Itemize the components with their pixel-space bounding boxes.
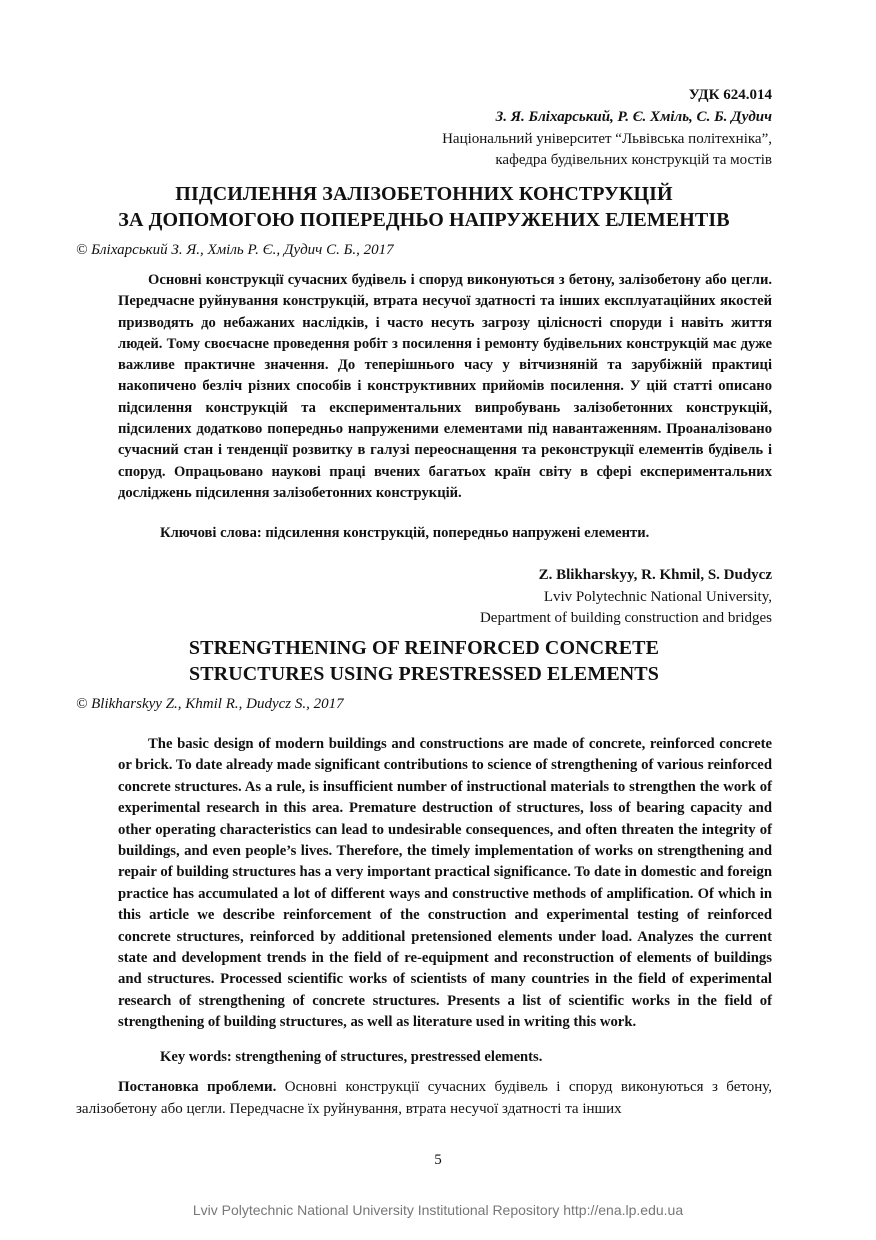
en-keywords: Key words: strengthening of structures, prestressed elements.: [160, 1049, 543, 1065]
ua-abstract: Основні конструкції сучасних будівель і споруд виконуються з бетону, залізобетону або цегли. Передчасне руйнування конструкцій, втрата несучої здатності та інших експлуатаційних якостей призводять до небажаних наслідків, і часто несуть загрозу цілісності споруди і навіть життя людей. Тому своєчасне проведення робіт з посилення і ремонту будівельних конструкцій має дуже важливе практичне значення. До теперішнього часу у вітчизняній та зарубіжній практиці накопичено безліч різних способів і конструктивних прийомів посилення. У цій статті описано підсилення конструкцій та експериментальних випробувань залізобетонних конструкцій, підсилених додатково попередньо напруженими елементами під навантаженням. Проаналізовано сучасний стан і тенденції розвитку в галузі переоснащення та реконструкції елементів будівель і споруд. Опрацьовано наукові праці вчених багатьох країн світу в сфері експериментальних досліджень підсилення залізобетонних конструкцій.: [118, 272, 772, 501]
section-paragraph: [76, 1076, 772, 1120]
section-heading: Постановка проблеми.: [118, 1079, 277, 1095]
en-authors: Z. Blikharskyy, R. Khmil, S. Dudycz: [538, 567, 772, 583]
ua-authors: З. Я. Бліхарський, Р. Є. Хміль, С. Б. Дудич: [495, 109, 772, 125]
en-abstract: The basic design of modern buildings and constructions are made of concrete, reinforced concrete or brick. To date already made significant contributions to science of strengthening of various reinforced concrete structures. As a rule, is insufficient number of instructional materials to strengthen the work of experimental research in this area. Premature destruction of structures, loss of bearing capacity and other operating characteristics can lead to undesirable consequences, and often threaten the integrity of buildings, and even people’s lives. Therefore, the timely implementation of works on strengthening and repair of building structures has a very important practical significance. To date in domestic and foreign practice has accumulated a lot of different ways and constructive methods of amplification. Of which in this article we describe reinforcement of the construction and experimental testing of reinforced concrete structures, reinforced by additional pretensioned elements under load. Analyzes the current state and development trends in the field of re-equipment and reconstruction of elements of buildings and structures. Processed scientific works of scientists of many countries in the field of experimental research of strengthening of concrete structures. Presents a list of scientific works in the field of strengthening of building structures, as well as literature used in writing this work.: [118, 736, 772, 1031]
page-number: 5: [434, 1152, 442, 1168]
en-affiliation-university: Lviv Polytechnic National University,: [543, 589, 772, 605]
ua-title-line-2: ЗА ДОПОМОГОЮ ПОПЕРЕДНЬО НАПРУЖЕНИХ ЕЛЕМЕНТІВ: [118, 209, 730, 231]
en-copyright: © Blikharskyy Z., Khmil R., Dudycz S., 2017: [76, 696, 344, 712]
repository-footer: Lviv Polytechnic National University Institutional Repository http://ena.lp.edu.ua: [192, 1202, 684, 1218]
section-text: Основні конструкції сучасних будівель і споруд виконуються з бетону, залізобетону або цегли. Передчасне їх руйнування, втрата несучої здатності та інших: [76, 1079, 772, 1117]
en-title-line-1: STRENGTHENING OF REINFORCED CONCRETE: [188, 637, 660, 659]
ua-affiliation-department: кафедра будівельних конструкцій та мостів: [495, 152, 772, 168]
en-title-line-2: STRUCTURES USING PRESTRESSED ELEMENTS: [189, 663, 659, 685]
ua-title-line-1: ПІДСИЛЕННЯ ЗАЛІЗОБЕТОННИХ КОНСТРУКЦІЙ: [175, 183, 673, 205]
en-affiliation-department: Department of building construction and bridges: [479, 610, 772, 626]
ua-keywords: Ключові слова: підсилення конструкцій, попередньо напружені елементи.: [160, 525, 650, 541]
ua-copyright: © Бліхарський З. Я., Хміль Р. Є., Дудич С. Б., 2017: [76, 242, 394, 258]
udc-code: УДК 624.014: [688, 87, 772, 103]
ua-affiliation-university: Національний університет “Львівська політехніка”,: [442, 131, 772, 147]
